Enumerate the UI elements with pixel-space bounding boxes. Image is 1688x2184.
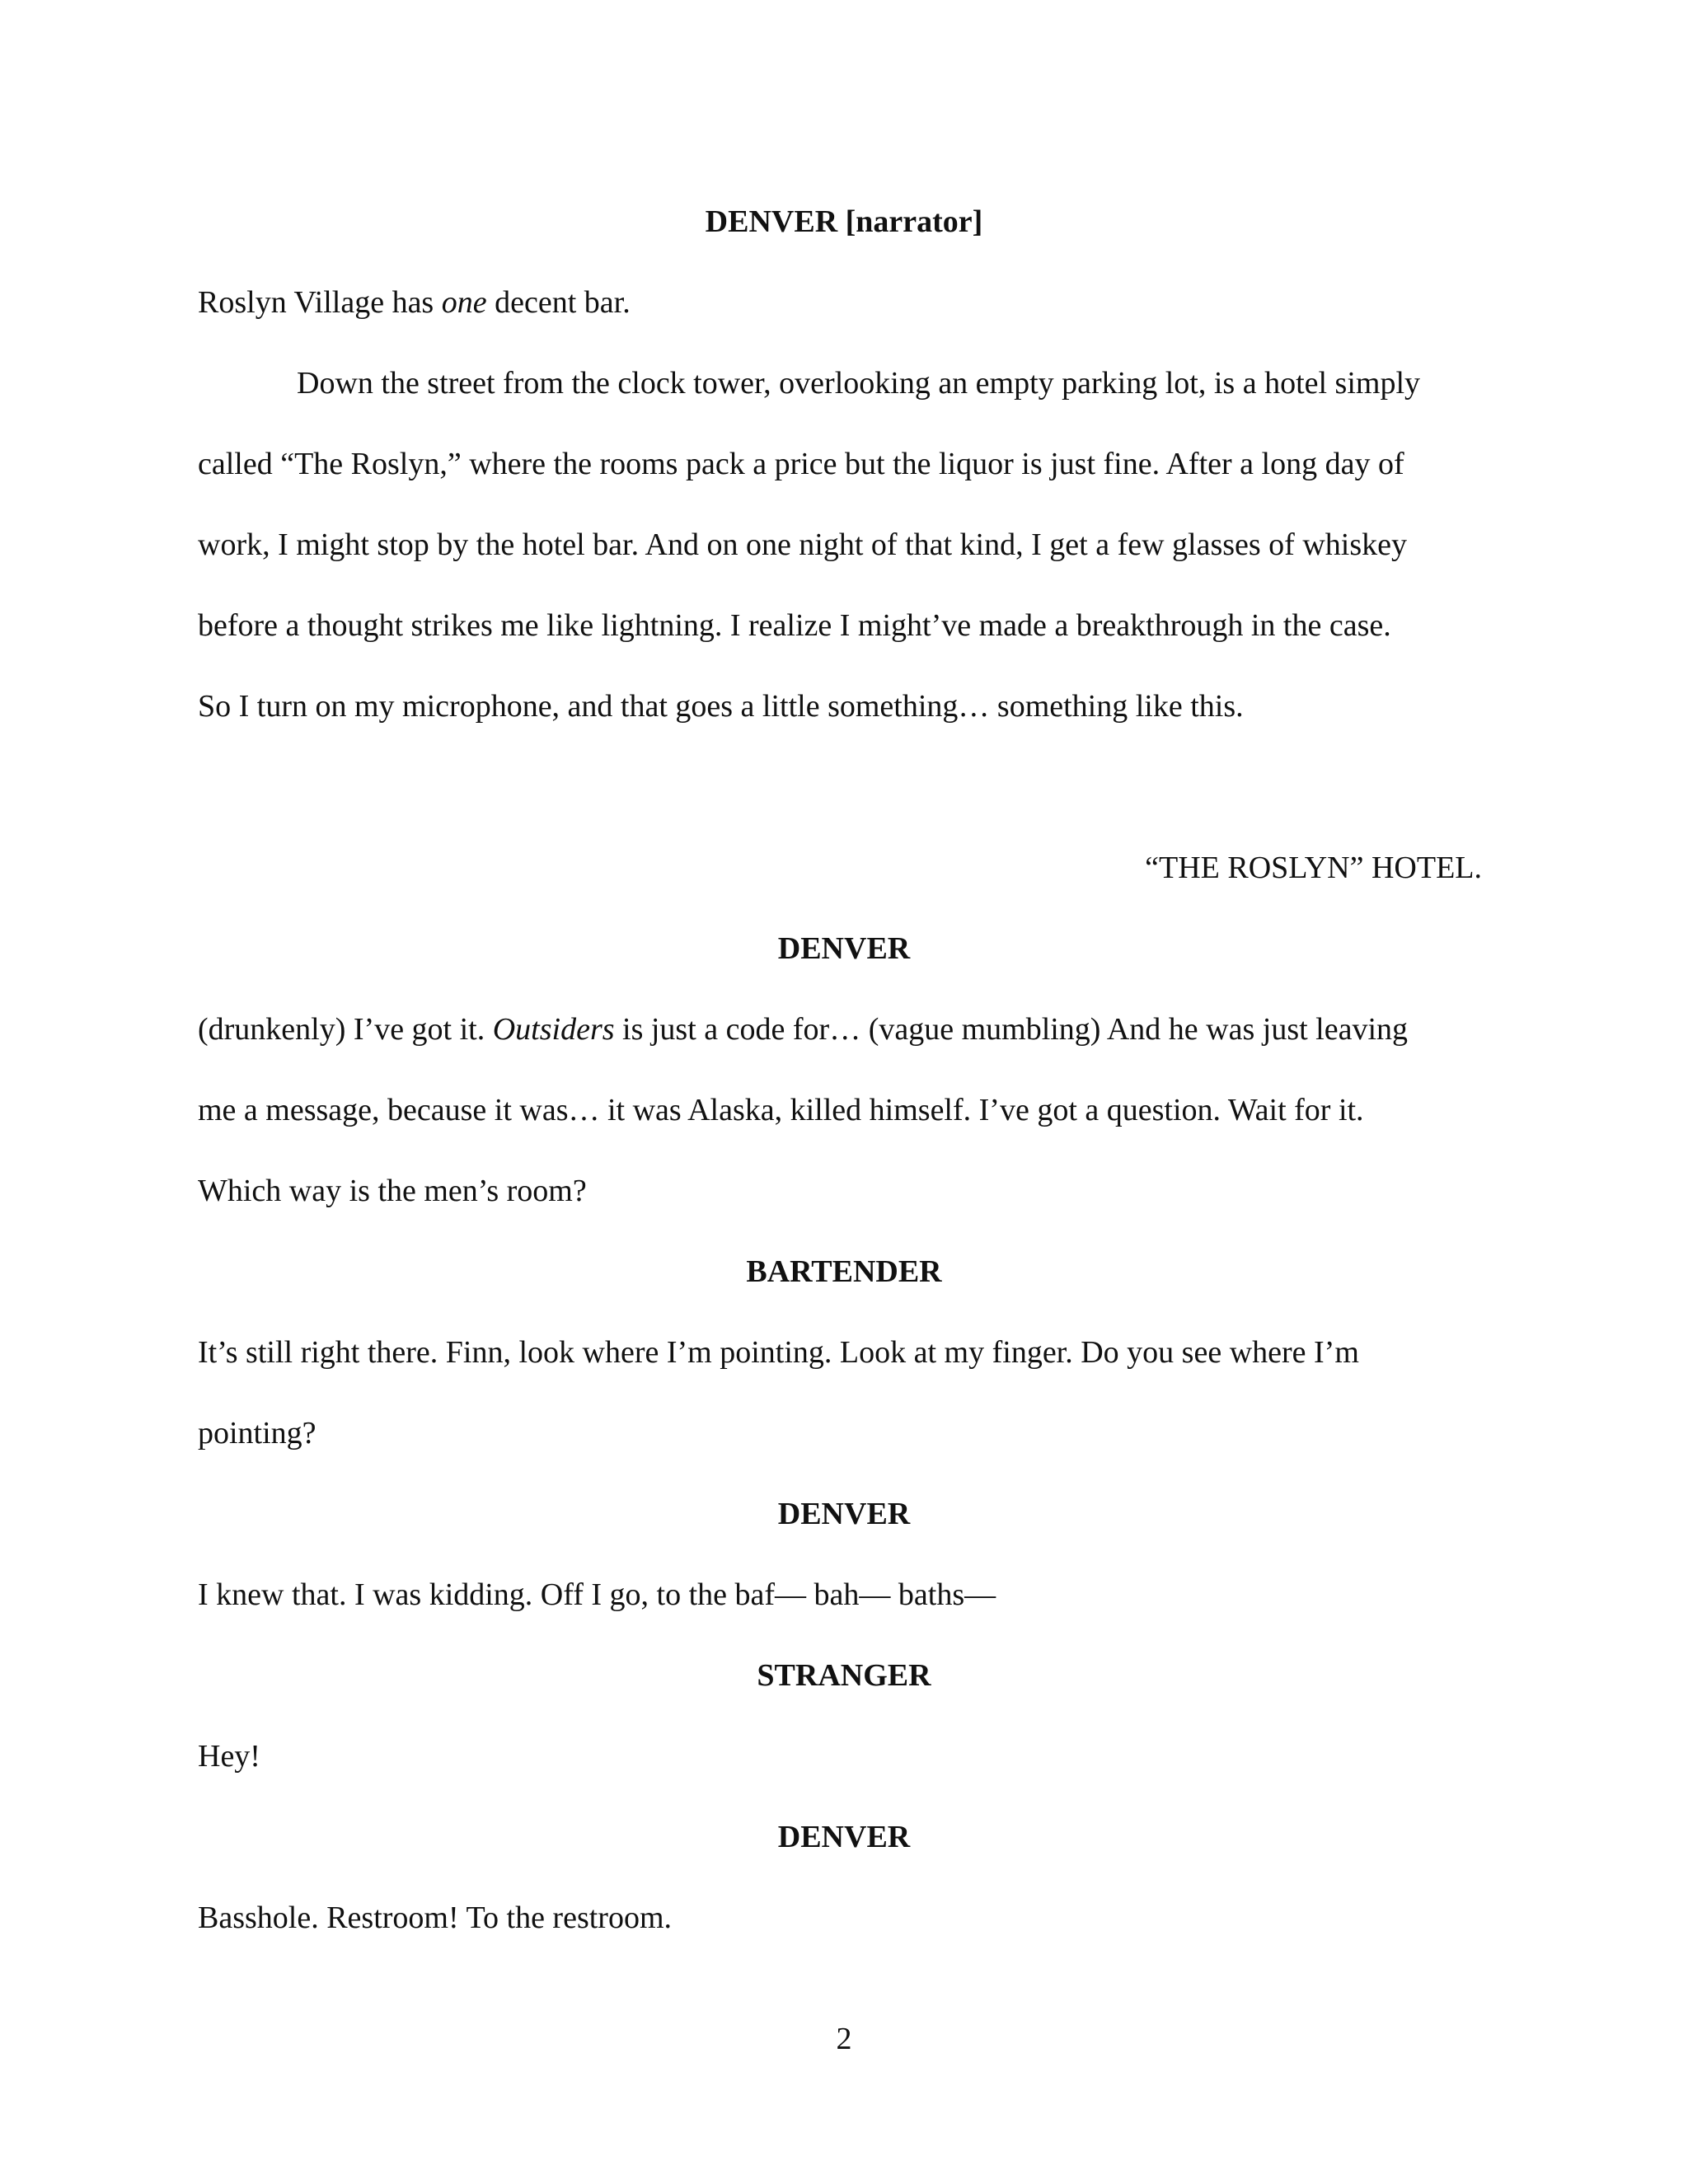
speaker-name: BARTENDER xyxy=(746,1254,942,1289)
dialogue-line: Basshole. Restroom! To the restroom. xyxy=(198,1900,673,1935)
speaker-name: DENVER xyxy=(777,931,911,966)
scene-heading: “THE ROSLYN” HOTEL. xyxy=(1145,851,1482,885)
intro-post: decent bar. xyxy=(486,285,631,320)
dialogue-emphasis: Outsiders xyxy=(492,1012,615,1047)
paragraph-line: So I turn on my microphone, and that goes a little something… something like this. xyxy=(198,689,1244,724)
intro-line xyxy=(198,287,631,318)
dialogue-line: It’s still right there. Finn, look where I’m pointing. Look at my finger. Do you see where I’m xyxy=(198,1335,1359,1370)
dialogue-line: pointing? xyxy=(198,1416,316,1451)
speaker-name: DENVER xyxy=(777,1820,911,1854)
page-number: 2 xyxy=(836,2022,852,2056)
dialogue-line: Which way is the men’s room? xyxy=(198,1174,587,1208)
dialogue-line xyxy=(198,1014,1408,1045)
speaker-name: DENVER xyxy=(777,1497,911,1531)
paragraph-line: called “The Roslyn,” where the rooms pack a price but the liquor is just fine. After a long day of xyxy=(198,447,1404,481)
intro-emphasis: one xyxy=(441,285,487,320)
dialogue-post: is just a code for… (vague mumbling) And he was just leaving xyxy=(614,1012,1409,1047)
intro-pre: Roslyn Village has xyxy=(198,285,442,320)
paragraph-line: before a thought strikes me like lightning. I realize I might’ve made a breakthrough in the case. xyxy=(198,608,1391,643)
dialogue-line: Hey! xyxy=(198,1739,260,1774)
dialogue-line: I knew that. I was kidding. Off I go, to the baf— bah— baths— xyxy=(198,1577,996,1612)
paragraph-line: work, I might stop by the hotel bar. And on one night of that kind, I get a few glasses of whiskey xyxy=(198,527,1407,562)
paragraph-line: Down the street from the clock tower, overlooking an empty parking lot, is a hotel simply xyxy=(297,366,1421,401)
speaker-name: STRANGER xyxy=(757,1658,931,1693)
dialogue-pre: (drunkenly) I’ve got it. xyxy=(198,1012,493,1047)
dialogue-line: me a message, because it was… it was Alaska, killed himself. I’ve got a question. Wait for it. xyxy=(198,1093,1364,1127)
narrator-heading: DENVER [narrator] xyxy=(705,204,983,239)
